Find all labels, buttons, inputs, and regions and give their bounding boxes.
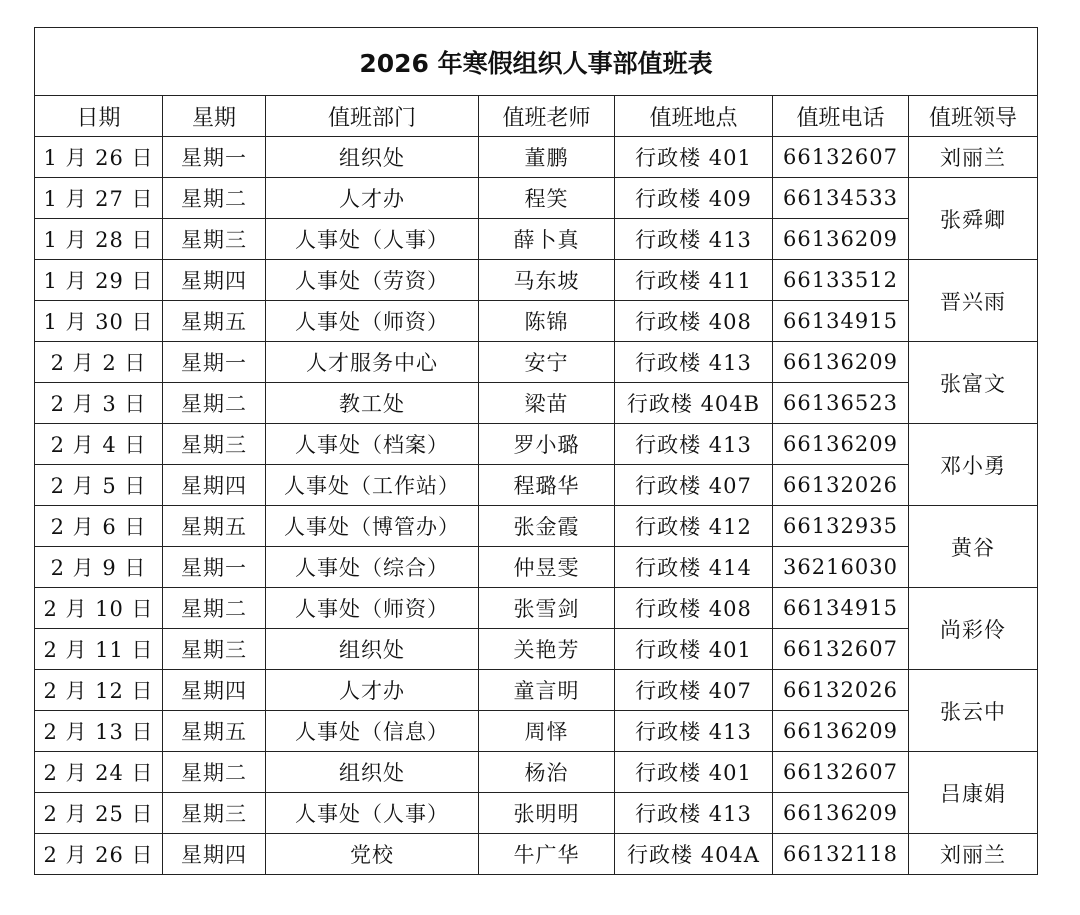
location-cell: 行政楼 401 <box>615 137 773 178</box>
teacher-cell: 梁苗 <box>479 383 615 424</box>
date-cell: 1 月 30 日 <box>35 301 163 342</box>
phone-cell: 66136209 <box>773 342 909 383</box>
header-weekday: 星期 <box>163 96 266 137</box>
phone-cell: 66134915 <box>773 301 909 342</box>
teacher-cell: 程笑 <box>479 178 615 219</box>
teacher-cell: 关艳芳 <box>479 629 615 670</box>
phone-cell: 66134915 <box>773 588 909 629</box>
leader-cell: 刘丽兰 <box>909 137 1038 178</box>
department-cell: 组织处 <box>266 752 479 793</box>
location-cell: 行政楼 408 <box>615 301 773 342</box>
weekday-cell: 星期一 <box>163 137 266 178</box>
date-cell: 1 月 27 日 <box>35 178 163 219</box>
teacher-cell: 童言明 <box>479 670 615 711</box>
location-cell: 行政楼 401 <box>615 629 773 670</box>
table-row <box>35 465 1038 506</box>
date-cell: 2 月 11 日 <box>35 629 163 670</box>
date-cell: 2 月 13 日 <box>35 711 163 752</box>
duty-schedule-table <box>34 27 1038 875</box>
weekday-cell: 星期三 <box>163 219 266 260</box>
leader-cell: 刘丽兰 <box>909 834 1038 875</box>
weekday-cell: 星期二 <box>163 178 266 219</box>
table-row <box>35 711 1038 752</box>
phone-cell: 66132607 <box>773 752 909 793</box>
date-cell: 2 月 12 日 <box>35 670 163 711</box>
weekday-cell: 星期五 <box>163 711 266 752</box>
date-cell: 2 月 24 日 <box>35 752 163 793</box>
weekday-cell: 星期二 <box>163 383 266 424</box>
department-cell: 人事处（信息） <box>266 711 479 752</box>
table-row <box>35 424 1038 465</box>
weekday-cell: 星期四 <box>163 465 266 506</box>
location-cell: 行政楼 404B <box>615 383 773 424</box>
date-cell: 2 月 25 日 <box>35 793 163 834</box>
leader-cell: 晋兴雨 <box>909 260 1038 342</box>
weekday-cell: 星期四 <box>163 260 266 301</box>
location-cell: 行政楼 413 <box>615 219 773 260</box>
teacher-cell: 张明明 <box>479 793 615 834</box>
weekday-cell: 星期三 <box>163 424 266 465</box>
teacher-cell: 张雪剑 <box>479 588 615 629</box>
phone-cell: 66133512 <box>773 260 909 301</box>
table-row <box>35 793 1038 834</box>
location-cell: 行政楼 401 <box>615 752 773 793</box>
table-row <box>35 752 1038 793</box>
date-cell: 2 月 6 日 <box>35 506 163 547</box>
weekday-cell: 星期一 <box>163 547 266 588</box>
department-cell: 人事处（人事） <box>266 793 479 834</box>
date-cell: 2 月 4 日 <box>35 424 163 465</box>
phone-cell: 66132026 <box>773 465 909 506</box>
table-row <box>35 588 1038 629</box>
location-cell: 行政楼 414 <box>615 547 773 588</box>
header-teacher: 值班老师 <box>479 96 615 137</box>
weekday-cell: 星期四 <box>163 834 266 875</box>
teacher-cell: 罗小璐 <box>479 424 615 465</box>
teacher-cell: 周怿 <box>479 711 615 752</box>
table-row <box>35 219 1038 260</box>
leader-cell: 张富文 <box>909 342 1038 424</box>
department-cell: 人事处（博管办） <box>266 506 479 547</box>
date-cell: 2 月 10 日 <box>35 588 163 629</box>
date-cell: 2 月 9 日 <box>35 547 163 588</box>
header-date: 日期 <box>35 96 163 137</box>
table-row <box>35 137 1038 178</box>
location-cell: 行政楼 411 <box>615 260 773 301</box>
table-title: 2026 年寒假组织人事部值班表 <box>35 28 1038 96</box>
phone-cell: 66136209 <box>773 711 909 752</box>
department-cell: 人事处（师资） <box>266 588 479 629</box>
department-cell: 人事处（综合） <box>266 547 479 588</box>
teacher-cell: 陈锦 <box>479 301 615 342</box>
table-row <box>35 547 1038 588</box>
phone-cell: 66136209 <box>773 424 909 465</box>
teacher-cell: 牛广华 <box>479 834 615 875</box>
location-cell: 行政楼 413 <box>615 711 773 752</box>
weekday-cell: 星期一 <box>163 342 266 383</box>
department-cell: 人事处（档案） <box>266 424 479 465</box>
header-row <box>35 96 1038 137</box>
date-cell: 2 月 2 日 <box>35 342 163 383</box>
teacher-cell: 杨治 <box>479 752 615 793</box>
teacher-cell: 董鹏 <box>479 137 615 178</box>
location-cell: 行政楼 412 <box>615 506 773 547</box>
location-cell: 行政楼 413 <box>615 793 773 834</box>
header-department: 值班部门 <box>266 96 479 137</box>
location-cell: 行政楼 413 <box>615 342 773 383</box>
teacher-cell: 张金霞 <box>479 506 615 547</box>
teacher-cell: 安宁 <box>479 342 615 383</box>
leader-cell: 邓小勇 <box>909 424 1038 506</box>
location-cell: 行政楼 413 <box>615 424 773 465</box>
department-cell: 党校 <box>266 834 479 875</box>
phone-cell: 66132607 <box>773 137 909 178</box>
date-cell: 1 月 28 日 <box>35 219 163 260</box>
table-row <box>35 342 1038 383</box>
date-cell: 2 月 3 日 <box>35 383 163 424</box>
phone-cell: 66132026 <box>773 670 909 711</box>
phone-cell: 66132607 <box>773 629 909 670</box>
teacher-cell: 马东坡 <box>479 260 615 301</box>
department-cell: 人事处（工作站） <box>266 465 479 506</box>
location-cell: 行政楼 407 <box>615 465 773 506</box>
teacher-cell: 仲昱雯 <box>479 547 615 588</box>
table-row <box>35 301 1038 342</box>
department-cell: 人事处（人事） <box>266 219 479 260</box>
department-cell: 人才办 <box>266 178 479 219</box>
table-row <box>35 260 1038 301</box>
department-cell: 组织处 <box>266 629 479 670</box>
date-cell: 1 月 26 日 <box>35 137 163 178</box>
table-row <box>35 506 1038 547</box>
leader-cell: 黄谷 <box>909 506 1038 588</box>
location-cell: 行政楼 408 <box>615 588 773 629</box>
header-location: 值班地点 <box>615 96 773 137</box>
teacher-cell: 薛卜真 <box>479 219 615 260</box>
date-cell: 1 月 29 日 <box>35 260 163 301</box>
leader-cell: 尚彩伶 <box>909 588 1038 670</box>
department-cell: 人才办 <box>266 670 479 711</box>
table-row <box>35 629 1038 670</box>
header-phone: 值班电话 <box>773 96 909 137</box>
department-cell: 人才服务中心 <box>266 342 479 383</box>
title-row <box>35 28 1038 96</box>
weekday-cell: 星期二 <box>163 588 266 629</box>
date-cell: 2 月 5 日 <box>35 465 163 506</box>
table-row <box>35 834 1038 875</box>
phone-cell: 66132118 <box>773 834 909 875</box>
date-cell: 2 月 26 日 <box>35 834 163 875</box>
phone-cell: 66132935 <box>773 506 909 547</box>
table-row <box>35 383 1038 424</box>
header-leader: 值班领导 <box>909 96 1038 137</box>
department-cell: 人事处（师资） <box>266 301 479 342</box>
table-row <box>35 178 1038 219</box>
phone-cell: 66136209 <box>773 793 909 834</box>
weekday-cell: 星期二 <box>163 752 266 793</box>
weekday-cell: 星期五 <box>163 506 266 547</box>
phone-cell: 36216030 <box>773 547 909 588</box>
weekday-cell: 星期四 <box>163 670 266 711</box>
phone-cell: 66136523 <box>773 383 909 424</box>
location-cell: 行政楼 409 <box>615 178 773 219</box>
phone-cell: 66136209 <box>773 219 909 260</box>
department-cell: 教工处 <box>266 383 479 424</box>
department-cell: 组织处 <box>266 137 479 178</box>
location-cell: 行政楼 407 <box>615 670 773 711</box>
location-cell: 行政楼 404A <box>615 834 773 875</box>
table-row <box>35 670 1038 711</box>
weekday-cell: 星期五 <box>163 301 266 342</box>
weekday-cell: 星期三 <box>163 793 266 834</box>
leader-cell: 吕康娟 <box>909 752 1038 834</box>
weekday-cell: 星期三 <box>163 629 266 670</box>
department-cell: 人事处（劳资） <box>266 260 479 301</box>
leader-cell: 张云中 <box>909 670 1038 752</box>
teacher-cell: 程璐华 <box>479 465 615 506</box>
phone-cell: 66134533 <box>773 178 909 219</box>
leader-cell: 张舜卿 <box>909 178 1038 260</box>
